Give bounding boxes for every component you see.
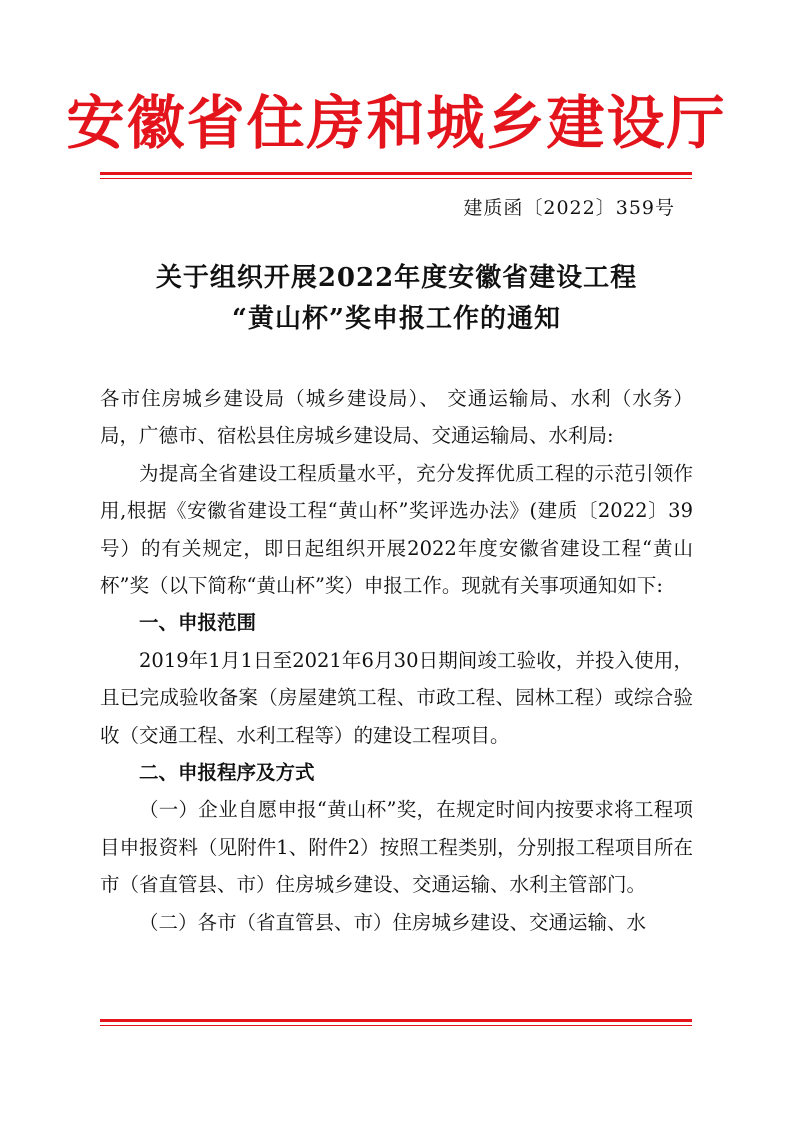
header-rule-thick bbox=[100, 172, 692, 175]
section-1-heading: 一、申报范围 bbox=[139, 611, 257, 635]
section-1-paragraph: 2019年1月1日至2021年6月30日期间竣工验收，并投入使用，且已完成验收备案（房屋建筑工程、市政工程、园林工程）或综合验收（交通工程、水利工程等）的建设工程项目。 bbox=[100, 648, 693, 747]
document-body bbox=[100, 380, 693, 941]
document-number: 建质函〔2022〕359号 bbox=[463, 197, 675, 219]
section-2-heading: 二、申报程序及方式 bbox=[139, 761, 315, 785]
title-line-2: “黄山杯”奖申报工作的通知 bbox=[232, 304, 561, 334]
header-rule-thin bbox=[100, 178, 692, 179]
document-title bbox=[0, 258, 793, 340]
title-line-1: 关于组织开展2022年度安徽省建设工程 bbox=[155, 263, 638, 293]
recipients-paragraph: 各市住房城乡建设局（城乡建设局）、 交通运输局、水利（水务）局，广德市、宿松县住房城乡建设局、交通运输局、水利局: bbox=[100, 387, 693, 448]
section-2-item-1: （一）企业自愿申报“黄山杯”奖，在规定时间内按要求将工程项目申报资料（见附件1、附件2）按照工程类别，分别报工程项目所在市（省直管县、市）住房城乡建设、交通运输、水利主管部门。 bbox=[100, 798, 693, 897]
footer-rule-thin bbox=[100, 1025, 692, 1026]
footer-rule-thick bbox=[100, 1019, 692, 1022]
intro-paragraph: 为提高全省建设工程质量水平，充分发挥优质工程的示范引领作用,根据《安徽省建设工程“黄山杯”奖评选办法》(建质〔2022〕39号）的有关规定，即日起组织开展2022年度安徽省建设工程“黄山杯”奖（以下简称“黄山杯”奖）申报工作。现就有关事项通知如下: bbox=[100, 461, 693, 598]
org-masthead: 安徽省住房和城乡建设厅 bbox=[66, 89, 727, 157]
section-2-item-2: （二）各市（省直管县、市）住房城乡建设、交通运输、水 bbox=[139, 910, 647, 934]
